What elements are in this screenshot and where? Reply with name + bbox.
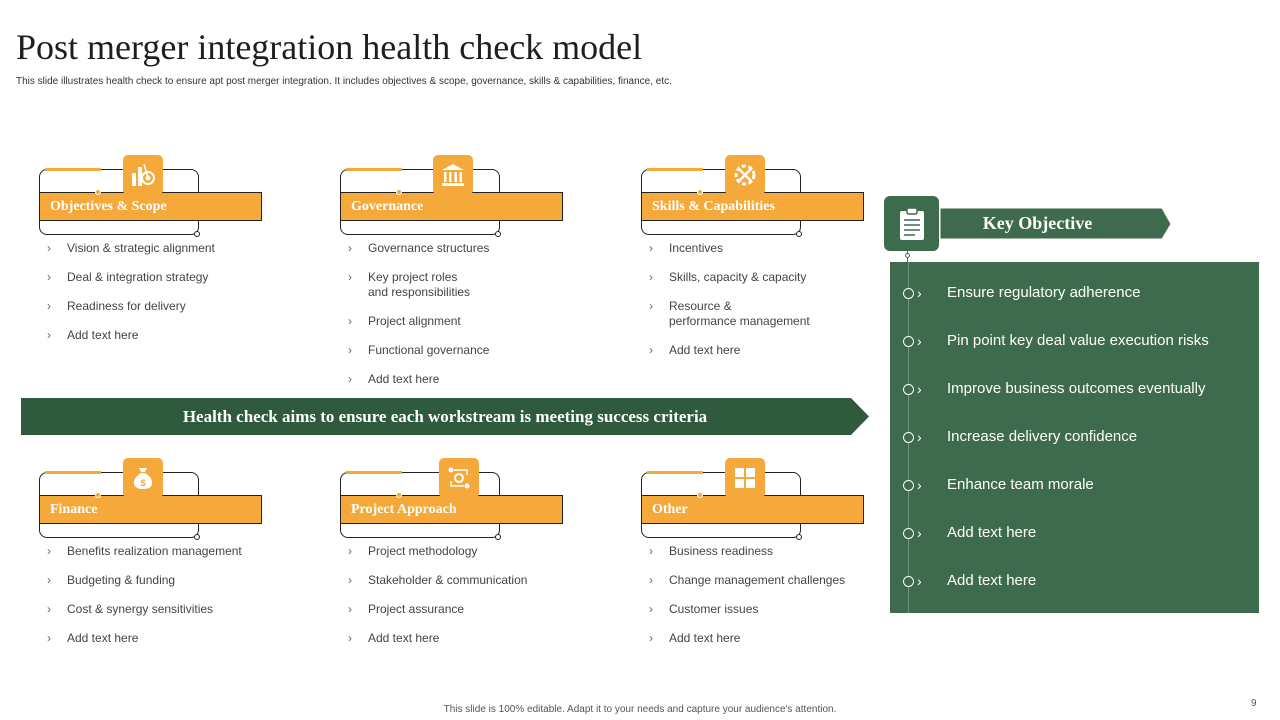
card-connector-dot [697, 492, 703, 498]
list-item: › Governance structures [348, 241, 490, 255]
list-item: › Project assurance [348, 602, 465, 616]
list-item: › Resource & performance management [649, 299, 810, 328]
chevron-right-icon: › [917, 381, 922, 397]
list-item: › Add text here [348, 631, 440, 645]
key-objective-section [884, 196, 1264, 616]
bullet-circle-icon [903, 480, 914, 491]
list-item: › Vision & strategic alignment [47, 241, 215, 255]
list-item: › Skills, capacity & capacity [649, 270, 807, 284]
bullet-circle-icon [903, 576, 914, 587]
chevron-right-icon: › [917, 573, 922, 589]
chevron-right-icon: › [917, 333, 922, 349]
card-end-dot [194, 231, 200, 237]
bullet-circle-icon [903, 432, 914, 443]
list-item: › Functional governance [348, 343, 490, 357]
money-bag-icon [123, 458, 163, 498]
objective-item: › Increase delivery confidence [890, 425, 1259, 449]
list-item: › Project methodology [348, 544, 478, 558]
card-accent-line [346, 168, 402, 171]
page-number: 9 [1251, 698, 1257, 709]
list-item: › Benefits realization management [47, 544, 242, 558]
list-item: › Change management challenges [649, 573, 846, 587]
card-end-dot [796, 231, 802, 237]
workflow-icon [439, 458, 479, 498]
page-subtitle: This slide illustrates health check to ensure apt post merger integration. It includes objectives & scope, governance, skills & capabilities, finance, etc. [16, 76, 672, 87]
list-item: › Customer issues [649, 602, 759, 616]
card-connector-dot [95, 492, 101, 498]
list-item: › Cost & synergy sensitivities [47, 602, 214, 616]
card-accent-line [647, 471, 703, 474]
card-list [348, 241, 568, 401]
card-end-dot [495, 231, 501, 237]
card-accent-line [45, 168, 101, 171]
page-title: Post merger integration health check model [16, 27, 643, 67]
connector-dot [905, 253, 910, 258]
objective-item: › Ensure regulatory adherence [890, 281, 1259, 305]
objective-item: › Pin point key deal value execution risks [890, 329, 1259, 353]
card-end-dot [194, 534, 200, 540]
card-header: Objectives & Scope [39, 192, 262, 221]
list-item: › Add text here [47, 631, 139, 645]
card-accent-line [346, 471, 402, 474]
card-header: Other [641, 495, 864, 524]
bank-building-icon [433, 155, 473, 195]
list-item: › Incentives [649, 241, 724, 255]
bullet-circle-icon [903, 336, 914, 347]
key-objective-title: Key Objective [982, 213, 1093, 233]
list-item: › Budgeting & funding [47, 573, 176, 587]
card-connector-dot [396, 189, 402, 195]
chevron-right-icon: › [917, 285, 922, 301]
list-item: › Readiness for delivery [47, 299, 186, 313]
banner-text: Health check aims to ensure each workstream is meeting success criteria [182, 407, 708, 426]
footer-note: This slide is 100% editable. Adapt it to your needs and capture your audience's attention. [443, 704, 837, 715]
objectives-chart-icon [123, 155, 163, 195]
card-end-dot [495, 534, 501, 540]
bullet-circle-icon [903, 528, 914, 539]
bullet-circle-icon [903, 288, 914, 299]
card-list [348, 544, 568, 660]
clipboard-icon [884, 196, 939, 251]
list-item: › Key project roles and responsibilities [348, 270, 471, 299]
card-connector-dot [95, 189, 101, 195]
health-check-banner [21, 398, 869, 435]
card-connector-dot [396, 492, 402, 498]
card-end-dot [796, 534, 802, 540]
card-list [47, 544, 267, 660]
card-list [47, 241, 267, 357]
objective-item: › Add text here [890, 569, 1259, 593]
objective-item: › Improve business outcomes eventually [890, 377, 1259, 401]
svg-text:$: $ [140, 478, 146, 488]
list-item: › Add text here [47, 328, 139, 342]
tools-gear-icon [725, 155, 765, 195]
card-header: Governance [340, 192, 563, 221]
list-item: › Stakeholder & communication [348, 573, 528, 587]
list-item: › Deal & integration strategy [47, 270, 209, 284]
grid-squares-icon [725, 458, 765, 498]
objective-item: › Add text here [890, 521, 1259, 545]
card-accent-line [45, 471, 101, 474]
list-item: › Add text here [348, 372, 440, 386]
card-list [649, 241, 869, 372]
card-connector-dot [697, 189, 703, 195]
key-objective-panel [890, 262, 1259, 613]
bullet-circle-icon [903, 384, 914, 395]
list-item: › Add text here [649, 631, 741, 645]
list-item: › Project alignment [348, 314, 461, 328]
chevron-right-icon: › [917, 429, 922, 445]
list-item: › Add text here [649, 343, 741, 357]
card-list [649, 544, 869, 660]
chevron-right-icon: › [917, 525, 922, 541]
objective-item: › Enhance team morale [890, 473, 1259, 497]
card-header: Skills & Capabilities [641, 192, 864, 221]
card-accent-line [647, 168, 703, 171]
chevron-right-icon: › [917, 477, 922, 493]
card-header: Project Approach [340, 495, 563, 524]
list-item: › Business readiness [649, 544, 774, 558]
card-header: Finance [39, 495, 262, 524]
